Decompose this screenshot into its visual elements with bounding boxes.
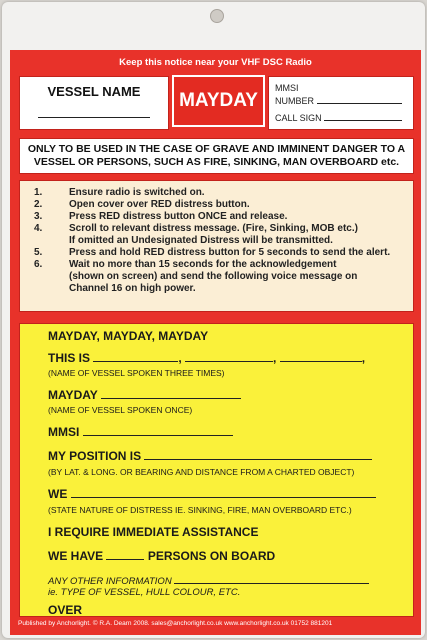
- hanging-hole: [210, 9, 224, 23]
- other-info-note: ie. TYPE OF VESSEL, HULL COLOUR, ETC.: [48, 587, 241, 598]
- other-info-row: ANY OTHER INFORMATION: [48, 574, 369, 587]
- this-is-note: (NAME OF VESSEL SPOKEN THREE TIMES): [48, 368, 225, 378]
- vessel-name-line: [38, 117, 150, 118]
- position-note: (BY LAT. & LONG. OR BEARING AND DISTANCE FROM A CHARTED OBJECT): [48, 467, 355, 477]
- warning-box: [19, 138, 414, 174]
- vessel-name-blank-2: [185, 352, 273, 362]
- mmsi-number-row: [275, 95, 402, 106]
- mmsi-line: [317, 95, 402, 104]
- over-line: OVER: [48, 603, 83, 617]
- mmsi-blank: [83, 426, 233, 436]
- vessel-name-blank-3: [280, 352, 362, 362]
- mayday-row: MAYDAY: [48, 388, 241, 402]
- call-sign-line: [324, 112, 402, 121]
- mmsi-row: MMSI: [48, 425, 233, 439]
- vessel-name-blank-1: [93, 352, 178, 362]
- header-notice: Keep this notice near your VHF DSC Radio: [119, 57, 312, 68]
- instructions-box: 1. Ensure radio is switched on. 2. Open cover over RED distress button. 3. Press RED distress button ONCE and release. 4. Scroll to relevant distress message. (Fire, Sinking, MOB etc.) If omitted an Undesignated Distress will be transmitted. 5. Press and hold RED distress button for 5 seconds to send the alert. 6. Wait no more than 15 seconds for the acknowledgement (shown on screen) and send the following voice message on Channel 16 on high power.: [19, 180, 414, 312]
- vessel-name-blank-4: [101, 389, 241, 399]
- persons-row: WE HAVE PERSONS ON BOARD: [48, 549, 276, 563]
- position-row: MY POSITION IS: [48, 449, 372, 463]
- position-blank: [144, 450, 372, 460]
- distress-blank: [71, 488, 376, 498]
- mmsi-label: MMSI: [275, 83, 299, 93]
- voice-message-box: [19, 323, 414, 617]
- identity-box: [268, 76, 414, 130]
- mayday-opening: MAYDAY, MAYDAY, MAYDAY: [48, 329, 209, 343]
- mayday-title: MAYDAY: [172, 75, 265, 127]
- call-sign-row: [275, 112, 402, 123]
- persons-blank: [106, 550, 144, 560]
- vessel-name-label: VESSEL NAME: [47, 84, 141, 99]
- mayday-note: (NAME OF VESSEL SPOKEN ONCE): [48, 405, 193, 415]
- warning-text: ONLY TO BE USED IN THE CASE OF GRAVE AND IMMINENT DANGER TO A VESSEL OR PERSONS, SUCH AS FIRE, SINKING, MAN OVERBOARD etc.: [27, 143, 406, 168]
- other-info-blank: [174, 574, 369, 584]
- publisher-footer: Published by Anchorlight. © R.A. Dearn 2008. sales@anchorlight.co.uk www.anchorlight.co.uk 01752 881201: [18, 620, 333, 627]
- call-sign-label: CALL SIGN: [275, 113, 322, 123]
- we-note: (STATE NATURE OF DISTRESS IE. SINKING, FIRE, MAN OVERBOARD ETC.): [48, 505, 352, 515]
- red-panel: [10, 50, 421, 635]
- this-is-row: THIS IS , , ,: [48, 351, 366, 365]
- we-row: WE: [48, 487, 376, 501]
- notice-card: [2, 2, 425, 638]
- mmsi-number-label: NUMBER: [275, 96, 315, 106]
- assistance-line: I REQUIRE IMMEDIATE ASSISTANCE: [48, 525, 259, 539]
- vessel-name-box: [19, 76, 169, 130]
